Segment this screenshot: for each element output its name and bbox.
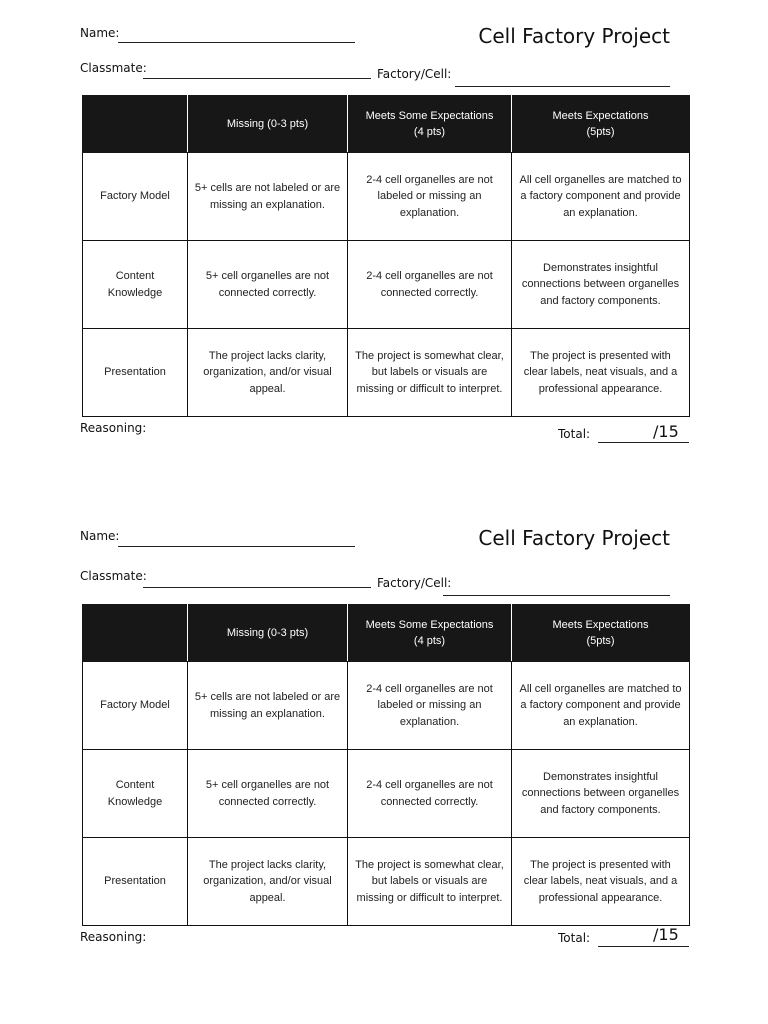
criterion-label: Presentation	[83, 329, 188, 417]
rubric-sheet	[0, 509, 768, 969]
criterion-label: Content Knowledge	[83, 241, 188, 329]
table-row	[83, 153, 690, 241]
table-cell: Demonstrates insightful connections between organelles and factory components.	[512, 241, 690, 329]
criterion-label: Presentation	[83, 838, 188, 926]
table-row	[83, 750, 690, 838]
table-cell: 2-4 cell organelles are not labeled or missing an explanation.	[348, 153, 512, 241]
factory-cell-label: Factory/Cell:	[377, 67, 452, 81]
table-row	[83, 838, 690, 926]
table-cell: 5+ cells are not labeled or are missing an explanation.	[188, 662, 348, 750]
classmate-label: Classmate:	[80, 61, 147, 75]
table-row	[83, 662, 690, 750]
table-row	[83, 329, 690, 417]
page-title: Cell Factory Project	[478, 526, 670, 550]
header-meets-some: Meets Some Expectations (4 pts)	[348, 605, 512, 662]
table-cell: The project is somewhat clear, but labels or visuals are missing or difficult to interpret.	[348, 329, 512, 417]
classmate-field[interactable]	[143, 78, 371, 79]
table-header-row	[83, 605, 690, 662]
table-row	[83, 241, 690, 329]
table-cell: The project lacks clarity, organization, and/or visual appeal.	[188, 838, 348, 926]
name-label: Name:	[80, 26, 120, 40]
name-field[interactable]	[118, 546, 355, 547]
table-cell: Demonstrates insightful connections between organelles and factory components.	[512, 750, 690, 838]
reasoning-label: Reasoning:	[80, 930, 147, 944]
criterion-label: Content Knowledge	[83, 750, 188, 838]
table-cell: The project is somewhat clear, but labels or visuals are missing or difficult to interpret.	[348, 838, 512, 926]
total-field[interactable]	[598, 946, 689, 947]
factory-cell-label: Factory/Cell:	[377, 576, 452, 590]
header-meets: Meets Expectations (5pts)	[512, 96, 690, 153]
header-meets: Meets Expectations (5pts)	[512, 605, 690, 662]
rubric-table	[82, 604, 690, 926]
table-cell: 2-4 cell organelles are not connected correctly.	[348, 241, 512, 329]
page-title: Cell Factory Project	[478, 24, 670, 48]
table-cell: 5+ cell organelles are not connected correctly.	[188, 241, 348, 329]
total-label: Total:	[558, 931, 591, 945]
rubric-sheet	[0, 0, 768, 460]
total-field[interactable]	[598, 442, 689, 443]
name-label: Name:	[80, 529, 120, 543]
table-cell: 5+ cells are not labeled or are missing an explanation.	[188, 153, 348, 241]
header-blank	[83, 96, 188, 153]
factory-cell-field[interactable]	[443, 595, 670, 596]
header-blank	[83, 605, 188, 662]
criterion-label: Factory Model	[83, 662, 188, 750]
table-cell: 2-4 cell organelles are not labeled or missing an explanation.	[348, 662, 512, 750]
total-score: /15	[653, 422, 679, 441]
table-cell: All cell organelles are matched to a factory component and provide an explanation.	[512, 153, 690, 241]
header-missing: Missing (0-3 pts)	[188, 605, 348, 662]
classmate-label: Classmate:	[80, 569, 147, 583]
header-missing: Missing (0-3 pts)	[188, 96, 348, 153]
classmate-field[interactable]	[143, 587, 371, 588]
table-cell: The project is presented with clear labels, neat visuals, and a professional appearance.	[512, 838, 690, 926]
reasoning-label: Reasoning:	[80, 421, 147, 435]
total-label: Total:	[558, 427, 591, 441]
table-cell: All cell organelles are matched to a factory component and provide an explanation.	[512, 662, 690, 750]
factory-cell-field[interactable]	[455, 86, 670, 87]
total-score: /15	[653, 925, 679, 944]
table-cell: The project lacks clarity, organization, and/or visual appeal.	[188, 329, 348, 417]
table-cell: 5+ cell organelles are not connected correctly.	[188, 750, 348, 838]
header-meets-some: Meets Some Expectations (4 pts)	[348, 96, 512, 153]
criterion-label: Factory Model	[83, 153, 188, 241]
name-field[interactable]	[118, 42, 355, 43]
rubric-table	[82, 95, 690, 417]
table-header-row	[83, 96, 690, 153]
table-cell: 2-4 cell organelles are not connected correctly.	[348, 750, 512, 838]
table-cell: The project is presented with clear labels, neat visuals, and a professional appearance.	[512, 329, 690, 417]
